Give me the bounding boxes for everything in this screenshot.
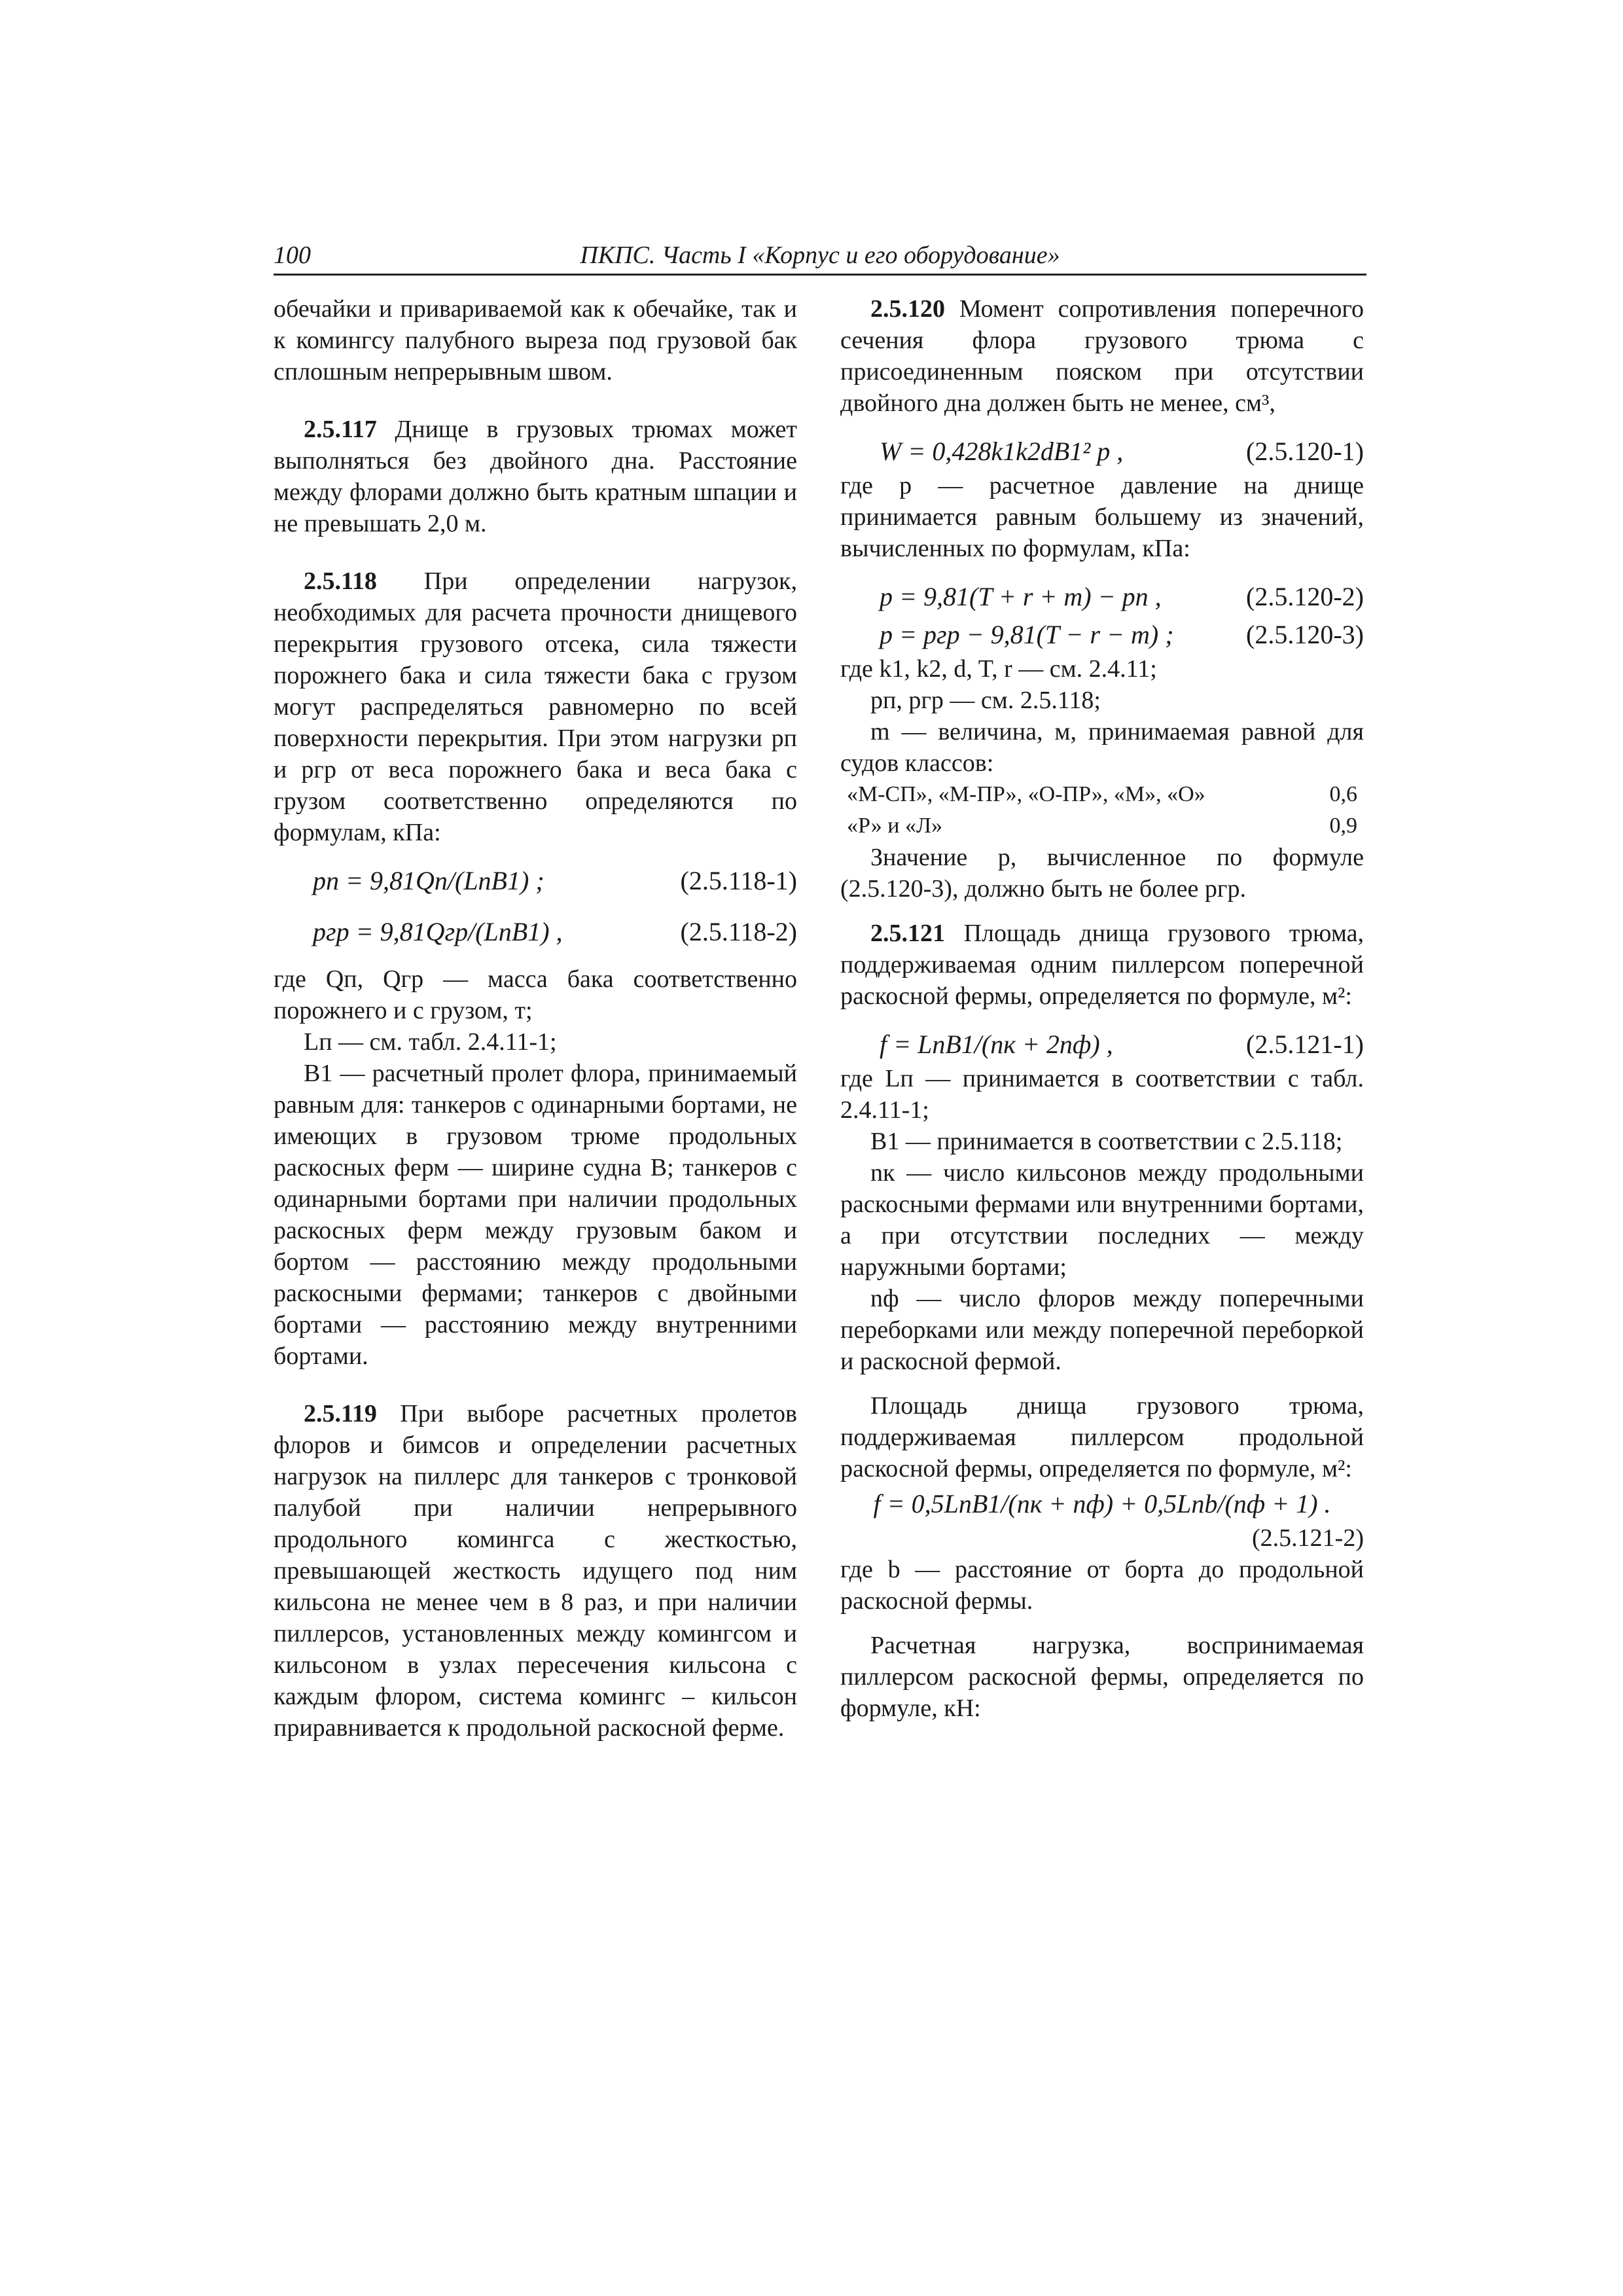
clause-number: 2.5.118 <box>304 567 377 595</box>
page-number: 100 <box>274 242 311 269</box>
where-clause: B1 — расчетный пролет флора, принимаемый равным для: танкеров с одинарными бортами, не имеющих в грузовом трюме продольных раскосных ферм — ширине судна B; танкеров с одинарными бортами при наличии продольных раскосных ферм между грузовым баком и бортом — расстоянию между продольными раскосными фермами; танкеров с двойными бортами — расстоянию между внутренними бортами. <box>274 1060 797 1370</box>
formula-2-5-121-2 <box>840 1484 1364 1522</box>
formula-number: (2.5.118-2) <box>680 917 797 946</box>
class-label: «М-СП», «М-ПР», «О-ПР», «М», «О» <box>847 782 1205 806</box>
paragraph-continuation: обечайки и привариваемой как к обечайке, так и к комингсу палубного выреза под грузовой бак сплошным непрерывным швом. <box>274 295 797 386</box>
formula-number: (2.5.121-2) <box>1252 1524 1364 1552</box>
formula-number: (2.5.118-1) <box>680 866 797 895</box>
formula-expression: f = LпB1/(nк + 2nф) , <box>880 1030 1113 1059</box>
clause-text: Днище в грузовых трюмах может выполняться без двойного дна. Расстояние между флорами должно быть кратным шпации и не превышать 2,0 м. <box>274 416 798 537</box>
formula-expression: p = pгр − 9,81(T − r − m) ; <box>880 620 1174 649</box>
formula-2-5-120-1 <box>840 432 1364 470</box>
formula-expression: pп = 9,81Qп/(LпB1) ; <box>313 866 544 895</box>
formula-2-5-118-2 <box>274 912 797 950</box>
where-clause: m — величина, м, принимаемая равной для судов классов: <box>840 718 1364 777</box>
paragraph: Площадь днища грузового трюма, поддерживаемая пиллерсом продольной раскосной фермы, определяется по формуле, м²: <box>840 1392 1364 1482</box>
clause-text: Площадь днища грузового трюма, поддерживаемая одним пиллерсом поперечной раскосной фермы, определяется по формуле, м²: <box>840 920 1364 1010</box>
formula-2-5-120-2 <box>840 577 1364 615</box>
class-row <box>840 779 1364 810</box>
clause-number: 2.5.119 <box>304 1400 377 1427</box>
where-clause: где Qп, Qгр — масса бака соответственно порожнего и с грузом, т; <box>274 965 797 1024</box>
clause-number: 2.5.117 <box>304 416 377 443</box>
where-clause: Lп — см. табл. 2.4.11-1; <box>304 1028 557 1056</box>
clause-number: 2.5.120 <box>870 295 945 323</box>
class-value: 0,9 <box>1329 814 1357 838</box>
formula-number: (2.5.120-1) <box>1246 437 1364 466</box>
clause-2-5-118 <box>274 565 797 848</box>
where-clause: B1 — принимается в соответствии с 2.5.118; <box>870 1128 1343 1155</box>
page-header <box>274 237 1366 276</box>
clause-2-5-120 <box>840 293 1364 419</box>
right-column <box>840 293 1364 1724</box>
formula-expression: f = 0,5LпB1/(nк + nф) + 0,5Lпb/(nф + 1) . <box>873 1489 1331 1518</box>
where-clause: где k1, k2, d, T, r — см. 2.4.11; <box>840 655 1157 683</box>
clause-text: При выборе расчетных пролетов флоров и бимсов и определении расчетных нагрузок на пиллерс для танкеров с тронковой палубой при наличии непрерывного продольного комингса с жесткостью, превышающей жесткость идущего под ним кильсона не менее чем в 8 раз, и при наличии пиллерсов, установленных между комингсом и кильсоном в узлах пересечения кильсона с каждым флором, система комингс – кильсон приравнивается к продольной раскосной ферме. <box>274 1400 797 1742</box>
clause-2-5-119 <box>274 1398 797 1744</box>
formula-2-5-121-1 <box>840 1025 1364 1063</box>
where-clause: где b — расстояние от борта до продольной раскосной фермы. <box>840 1556 1364 1615</box>
where-clause: где p — расчетное давление на днище принимается равным большему из значений, вычисленных по формулам, кПа: <box>840 472 1364 562</box>
clause-2-5-117 <box>274 414 797 539</box>
clause-2-5-121 <box>840 918 1364 1012</box>
formula-expression: pгр = 9,81Qгр/(LпB1) , <box>313 917 563 946</box>
class-value: 0,6 <box>1329 782 1357 806</box>
formula-expression: W = 0,428k1k2dB1² p , <box>880 437 1124 466</box>
paragraph: Расчетная нагрузка, воспринимаемая пиллерсом раскосной фермы, определяется по формуле, кН: <box>840 1632 1364 1722</box>
running-title: ПКПС. Часть I «Корпус и его оборудование» <box>580 242 1060 269</box>
left-column <box>274 293 797 1744</box>
clause-text: Момент сопротивления поперечного сечения флора грузового трюма с присоединенным пояском при отсутствии двойного дна должен быть не менее, см³, <box>840 295 1364 417</box>
formula-2-5-118-1 <box>274 861 797 899</box>
formula-2-5-120-3 <box>840 615 1364 653</box>
clause-text: При определении нагрузок, необходимых для расчета прочности днищевого перекрытия грузового отсека, сила тяжести порожнего бака и сила тяжести бака с грузом могут распределяться равномерно по всей поверхности перекрытия. При этом нагрузки pп и pгр от веса порожнего бака и веса бака с грузом соответственно определяются по формулам, кПа: <box>274 567 797 846</box>
clause-number: 2.5.121 <box>870 920 945 947</box>
note-paragraph: Значение p, вычисленное по формуле (2.5.120-3), должно быть не более pгр. <box>840 844 1364 903</box>
formula-number: (2.5.120-3) <box>1246 620 1364 649</box>
formula-number: (2.5.121-1) <box>1246 1030 1364 1059</box>
formula-number: (2.5.120-2) <box>1246 582 1364 611</box>
class-row <box>840 810 1364 842</box>
where-clause: pп, pгр — см. 2.5.118; <box>870 687 1101 714</box>
class-label: «Р» и «Л» <box>847 814 943 838</box>
formula-expression: p = 9,81(T + r + m) − pп , <box>880 582 1162 611</box>
where-clause: где Lп — принимается в соответствии с табл. 2.4.11-1; <box>840 1065 1364 1124</box>
where-clause: nф — число флоров между поперечными переборками или между поперечной переборкой и раскосной фермой. <box>840 1285 1364 1375</box>
where-clause: nк — число кильсонов между продольными раскосными фермами или внутренними бортами, а при отсутствии последних — между наружными бортами; <box>840 1159 1364 1281</box>
